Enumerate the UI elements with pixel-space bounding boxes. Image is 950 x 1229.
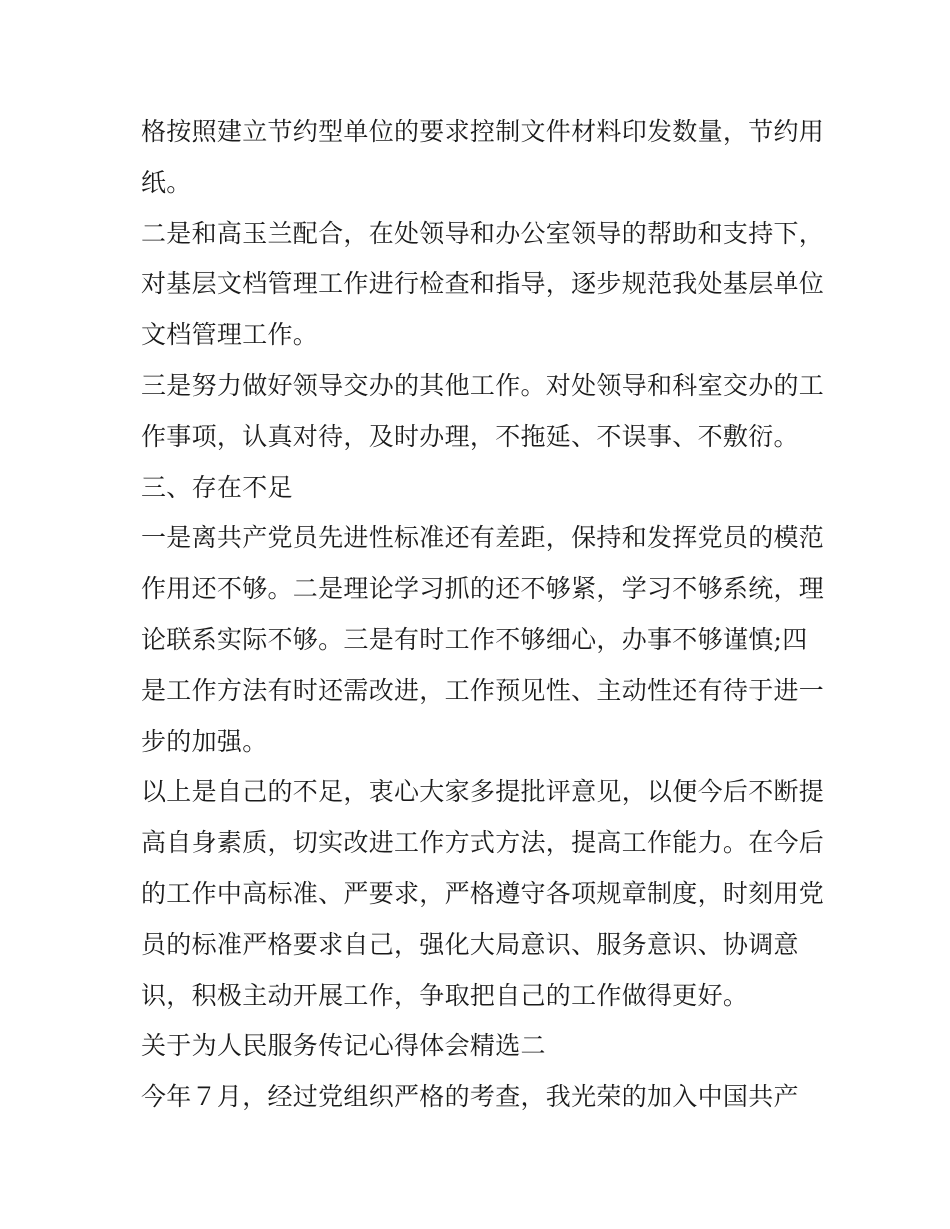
- article-title: 关于为人民服务传记心得体会精选二: [141, 1031, 546, 1061]
- text-line: 员的标准严格要求自己，强化大局意识、服务意识、协调意: [141, 929, 799, 959]
- text-line: 识，积极主动开展工作，争取把自己的工作做得更好。: [141, 980, 749, 1010]
- text-line: 作事项，认真对待，及时办理，不拖延、不误事、不敷衍。: [141, 421, 799, 451]
- text-line: 一是离共产党员先进性标准还有差距，保持和发挥党员的模范: [141, 523, 825, 553]
- text-line: 二是和高玉兰配合，在处领导和办公室领导的帮助和支持下，: [141, 218, 825, 248]
- text-line: 是工作方法有时还需改进，工作预见性、主动性还有待于进一: [141, 675, 825, 705]
- text-line: 作用还不够。二是理论学习抓的还不够紧，学习不够系统，理: [141, 574, 825, 604]
- text-line: 纸。: [141, 167, 192, 197]
- text-line: 三是努力做好领导交办的其他工作。对处领导和科室交办的工: [141, 370, 825, 400]
- text-line: 的工作中高标准、严要求，严格遵守各项规章制度，时刻用党: [141, 878, 825, 908]
- text-line: 今年７月，经过党组织严格的考查，我光荣的加入中国共产: [141, 1082, 799, 1112]
- text-line: 文档管理工作。: [141, 320, 319, 350]
- text-line: 格按照建立节约型单位的要求控制文件材料印发数量，节约用: [141, 117, 825, 146]
- text-line: 以上是自己的不足，衷心大家多提批评意见，以便今后不断提: [141, 777, 825, 807]
- text-line: 论联系实际不够。三是有时工作不够细心，办事不够谨慎;四: [141, 624, 808, 654]
- section-heading: 三、存在不足: [141, 472, 293, 502]
- text-line: 步的加强。: [141, 726, 268, 756]
- text-line: 对基层文档管理工作进行检查和指导，逐步规范我处基层单位: [141, 269, 825, 299]
- document-body: [141, 107, 825, 1123]
- text-line: 高自身素质，切实改进工作方式方法，提高工作能力。在今后: [141, 828, 825, 858]
